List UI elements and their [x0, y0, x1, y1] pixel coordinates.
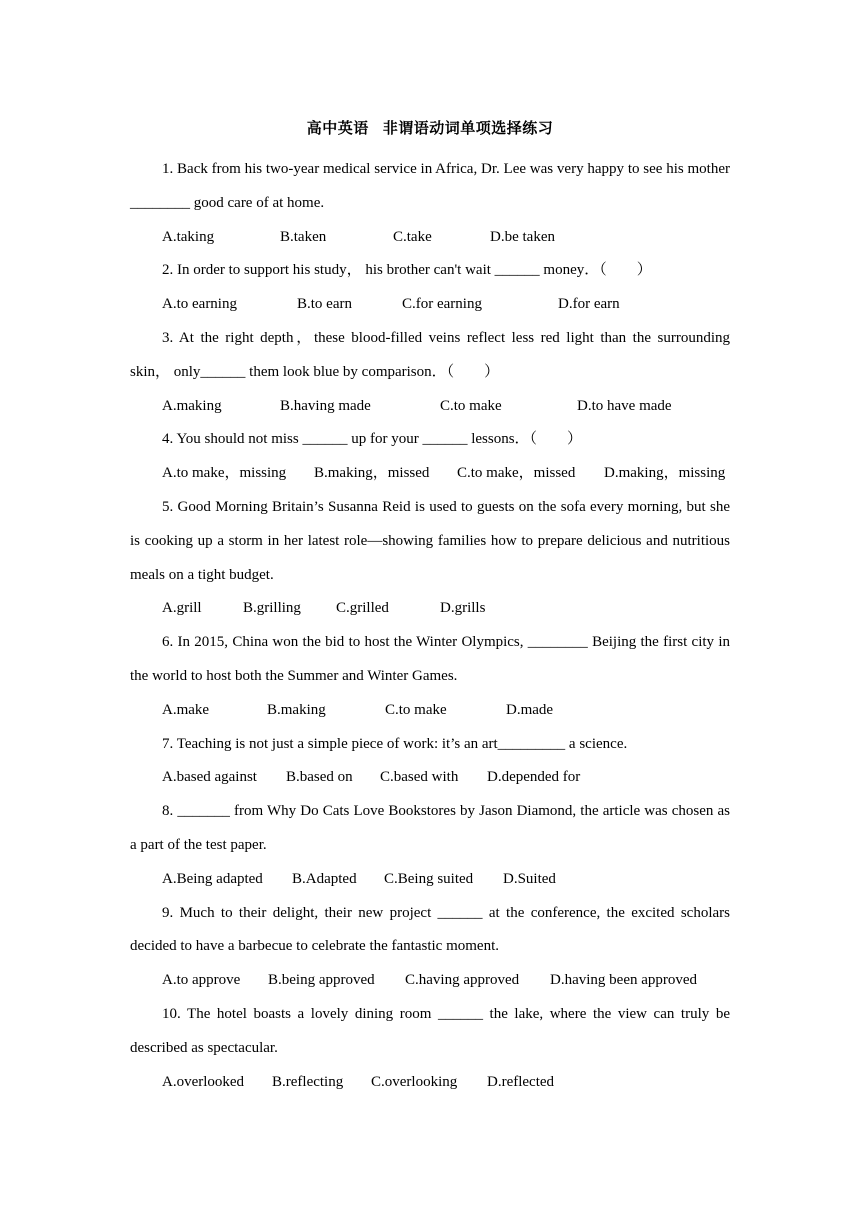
option-d: D.Suited [503, 870, 556, 887]
option-d: D.to have made [577, 397, 672, 414]
option-a: A.making [162, 397, 222, 414]
option-a: A.taking [162, 228, 215, 245]
question-text: 10. The hotel boasts a lovely dining room ______ the lake, where the view can truly be described as spectacular. [130, 1005, 730, 1056]
question-options [130, 457, 730, 491]
question-text: 1. Back from his two-year medical service in Africa, Dr. Lee was very happy to see his mother ________ good care of at home. [130, 161, 730, 211]
option-a: A.Being adapted [162, 870, 263, 887]
option-b: B.reflecting [272, 1073, 344, 1090]
option-d: D.making，missing [604, 465, 726, 482]
option-b: B.taken [280, 228, 327, 245]
option-a: A.to earning [162, 296, 237, 313]
title-topic: 非谓语动词单项选择练习 [382, 119, 554, 137]
question-text: 5. Good Morning Britain’s Susanna Reid is used to guests on the sofa every morning, but she is cooking up a storm in her latest role—showing families how to prepare delicious and nutritious meals on a tight budget. [130, 498, 730, 583]
option-c: C.take [393, 228, 432, 245]
option-b: B.being approved [268, 972, 375, 989]
option-b: B.making，missed [314, 465, 430, 482]
document-page [130, 116, 730, 1099]
page-title [130, 116, 730, 140]
option-b: B.having made [280, 397, 371, 414]
question-text: 6. In 2015, China won the bid to host the Winter Olympics, ________ Beijing the first city in the world to host both the Summer and Winter Games. [130, 634, 730, 684]
option-c: C.grilled [336, 600, 389, 617]
option-b: B.making [267, 701, 326, 718]
option-d: D.having been approved [550, 972, 698, 989]
question-options [130, 964, 730, 998]
option-b: B.grilling [243, 600, 301, 617]
question-options [130, 390, 730, 424]
question-text: 4. You should not miss ______ up for your ______ lessons．（ ） [162, 431, 583, 448]
option-d: D.made [506, 701, 554, 718]
question-options [130, 1066, 730, 1100]
question-options [130, 592, 730, 626]
option-c: C.to make [440, 397, 502, 414]
option-a: A.overlooked [162, 1073, 245, 1090]
question-text: 3. At the right depth，these blood-filled veins reflect less red light than the surrounding skin， only______ them look blue by comparison．（ ） [130, 329, 730, 380]
option-a: A.grill [162, 600, 202, 617]
option-d: D.for earn [558, 296, 620, 313]
question-options [130, 694, 730, 728]
question-options [130, 221, 730, 255]
option-b: B.Adapted [292, 870, 357, 887]
question-text: 7. Teaching is not just a simple piece of work: it’s an art_________ a science. [162, 735, 628, 752]
question-options [130, 288, 730, 322]
option-c: C.overlooking [371, 1073, 458, 1090]
question-text: 8. _______ from Why Do Cats Love Bookstores by Jason Diamond, the article was chosen as a part of the test paper. [130, 803, 730, 853]
question-text: 9. Much to their delight, their new project ______ at the conference, the excited scholars decided to have a barbecue to celebrate the fantastic moment. [130, 904, 730, 955]
option-d: D.be taken [490, 228, 555, 245]
option-d: D.reflected [487, 1073, 555, 1090]
option-c: C.for earning [402, 296, 482, 313]
question-text: 2. In order to support his study， his brother can't wait ______ money．（ ） [162, 262, 652, 279]
title-subject: 高中英语 [306, 119, 369, 137]
question-options [130, 761, 730, 795]
question-options [130, 863, 730, 897]
option-a: A.to make，missing [162, 465, 287, 482]
option-b: B.based on [286, 769, 353, 786]
option-c: C.to make [385, 701, 447, 718]
option-d: D.depended for [487, 769, 581, 786]
option-b: B.to earn [297, 296, 352, 313]
option-a: A.make [162, 701, 210, 718]
option-c: C.based with [380, 769, 459, 786]
option-c: C.having approved [405, 972, 520, 989]
option-a: A.to approve [162, 972, 241, 989]
option-d: D.grills [440, 600, 486, 617]
option-a: A.based against [162, 769, 257, 786]
option-c: C.to make，missed [457, 465, 576, 482]
option-c: C.Being suited [384, 870, 474, 887]
